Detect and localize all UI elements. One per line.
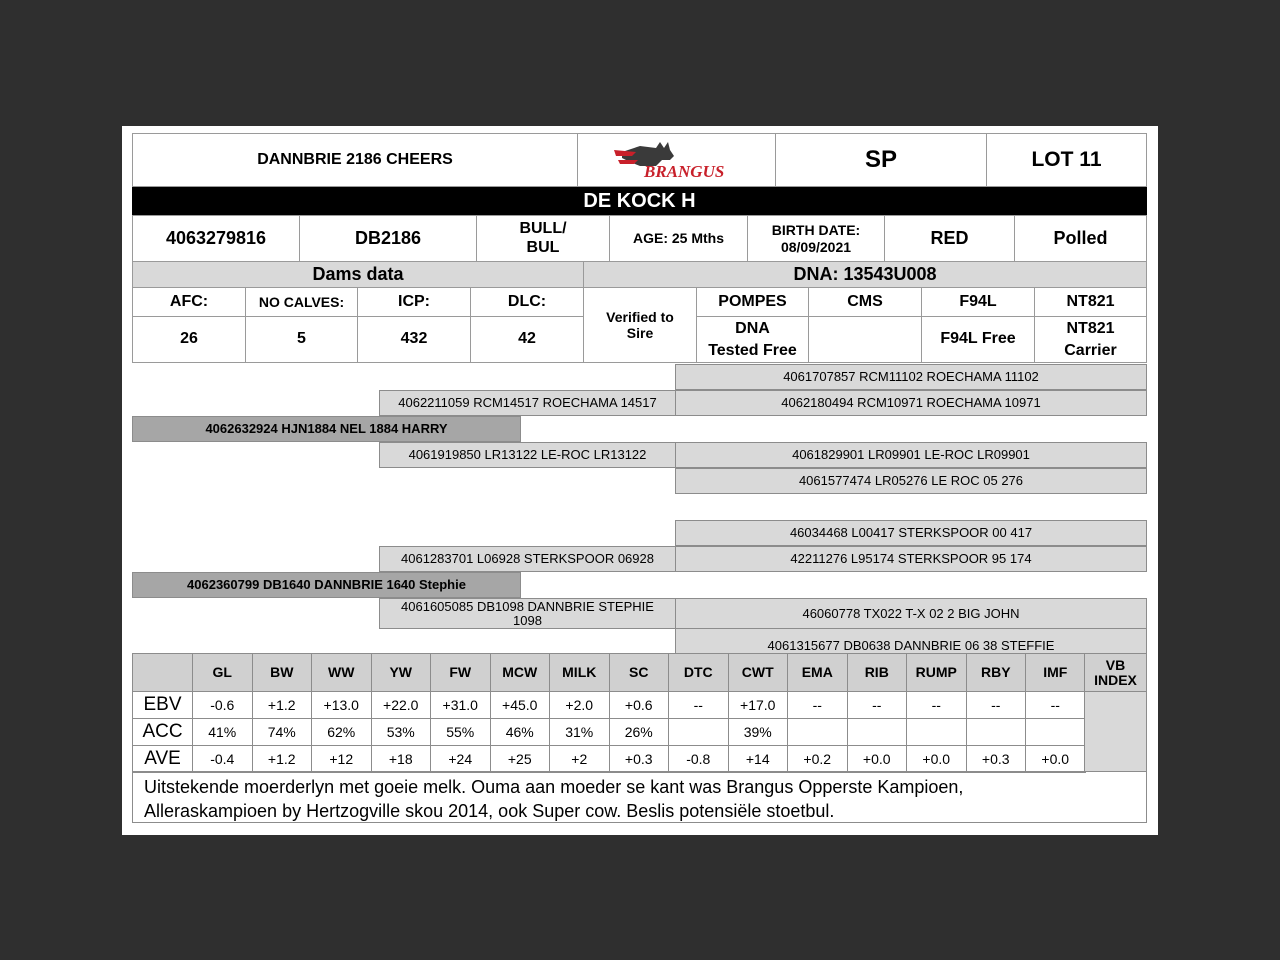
breeder-bar: DE KOCK H <box>132 187 1147 215</box>
ebv-cell-ave-imf: +0.0 <box>1025 745 1086 773</box>
ebv-row-label-acc: ACC <box>132 718 193 746</box>
ebv-cell-acc-bw: 74% <box>252 718 313 746</box>
pompes-label: POMPES <box>696 287 809 317</box>
vb-index-line1: VB <box>1105 656 1126 673</box>
brangus-logo <box>577 133 776 187</box>
pedigree-sire-sire: 4062211059 RCM14517 ROECHAMA 14517 <box>379 390 676 416</box>
ebv-cell-ave-rib: +0.0 <box>847 745 908 773</box>
ebv-cell-ave-bw: +1.2 <box>252 745 313 773</box>
pompes-line1: DNA <box>735 319 770 337</box>
brangus-logo-icon <box>612 138 742 182</box>
pedigree-dam-sire-sire: 46034468 L00417 STERKSPOOR 00 417 <box>675 520 1147 546</box>
ebv-cell-ebv-fw: +31.0 <box>430 691 491 719</box>
pedigree-dam-dam-line2: 1098 <box>513 612 542 628</box>
ebv-header-cwt: CWT <box>728 653 789 692</box>
ebv-cell-acc-sc: 26% <box>609 718 670 746</box>
ebv-cell-ebv-dtc: -- <box>668 691 729 719</box>
comment-box <box>132 771 1147 823</box>
dlc-value: 42 <box>470 316 584 363</box>
birth-date: 08/09/2021 <box>780 238 852 255</box>
pedigree-sire-dam-dam: 4061577474 LR05276 LE ROC 05 276 <box>675 468 1147 494</box>
ebv-cell-ave-rump: +0.0 <box>906 745 967 773</box>
pedigree-dam: 4062360799 DB1640 DANNBRIE 1640 Stephie <box>132 572 521 598</box>
ebv-cell-ave-milk: +2 <box>549 745 610 773</box>
cms-value <box>808 316 922 363</box>
ebv-row-label-ave: AVE <box>132 745 193 773</box>
brand-logo-text: BRANGUS <box>643 162 724 181</box>
ebv-cell-ave-ww: +12 <box>311 745 372 773</box>
ebv-cell-ave-ema: +0.2 <box>787 745 848 773</box>
ebv-cell-acc-gl: 41% <box>192 718 253 746</box>
pedigree-sire-dam: 4061919850 LR13122 LE-ROC LR13122 <box>379 442 676 468</box>
ebv-cell-ebv-ww: +13.0 <box>311 691 372 719</box>
lot-number: LOT 11 <box>986 133 1147 187</box>
ebv-header-dtc: DTC <box>668 653 729 692</box>
ebv-cell-ebv-sc: +0.6 <box>609 691 670 719</box>
ebv-cell-ebv-gl: -0.6 <box>192 691 253 719</box>
ebv-cell-ebv-imf: -- <box>1025 691 1086 719</box>
colour: RED <box>884 215 1015 262</box>
pompes-line2: Tested Free <box>708 341 797 359</box>
ebv-cell-ebv-bw: +1.2 <box>252 691 313 719</box>
ebv-cell-ebv-milk: +2.0 <box>549 691 610 719</box>
sex-line2: BUL <box>526 238 560 256</box>
ebv-header-imf: IMF <box>1025 653 1086 692</box>
ebv-cell-ebv-rib: -- <box>847 691 908 719</box>
ebv-cell-acc-mcw: 46% <box>490 718 551 746</box>
ebv-corner <box>132 653 193 692</box>
ebv-cell-ave-gl: -0.4 <box>192 745 253 773</box>
ebv-cell-acc-ema <box>787 718 848 746</box>
ebv-header-ema: EMA <box>787 653 848 692</box>
ebv-cell-ebv-mcw: +45.0 <box>490 691 551 719</box>
ebv-header-rib: RIB <box>847 653 908 692</box>
ebv-cell-acc-ww: 62% <box>311 718 372 746</box>
ebv-cell-ave-cwt: +14 <box>728 745 789 773</box>
comment-line1: Uitstekende moerderlyn met goeie melk. Ouma aan moeder se kant was Brangus Opperste Kampioen, <box>144 777 964 797</box>
ebv-cell-ave-rby: +0.3 <box>966 745 1027 773</box>
pedigree-sire: 4062632924 HJN1884 NEL 1884 HARRY <box>132 416 521 442</box>
pompes-value <box>696 316 809 363</box>
dams-data-title: Dams data <box>132 261 584 288</box>
ebv-header-rump: RUMP <box>906 653 967 692</box>
ebv-header-yw: YW <box>371 653 432 692</box>
icp-label: ICP: <box>357 287 471 317</box>
class-label: SP <box>775 133 987 187</box>
ebv-cell-acc-rump <box>906 718 967 746</box>
dna-title: DNA: 13543U008 <box>583 261 1147 288</box>
pedigree-sire-sire-sire: 4061707857 RCM11102 ROECHAMA 11102 <box>675 364 1147 390</box>
tattoo: DB2186 <box>299 215 477 262</box>
f94l-label: F94L <box>921 287 1035 317</box>
ebv-cell-acc-rib <box>847 718 908 746</box>
pedigree-dam-dam <box>379 598 676 629</box>
ebv-header-sc: SC <box>609 653 670 692</box>
ebv-cell-ebv-rump: -- <box>906 691 967 719</box>
pedigree-dam-dam-sire: 46060778 TX022 T-X 02 2 BIG JOHN <box>675 598 1147 629</box>
birth-date-label: BIRTH DATE: <box>771 222 861 239</box>
vb-index-value <box>1084 691 1147 772</box>
ebv-cell-acc-fw: 55% <box>430 718 491 746</box>
pedigree-dam-dam-dam: 4061315677 DB0638 DANNBRIE 06 38 STEFFIE <box>675 628 1147 654</box>
icp-value: 432 <box>357 316 471 363</box>
pedigree-sire-sire-dam: 4062180494 RCM10971 ROECHAMA 10971 <box>675 390 1147 416</box>
animal-name: DANNBRIE 2186 CHEERS <box>132 133 578 187</box>
afc-label: AFC: <box>132 287 246 317</box>
dlc-label: DLC: <box>470 287 584 317</box>
no-calves-value: 5 <box>245 316 358 363</box>
sex-cell <box>476 215 610 262</box>
ebv-cell-acc-rby <box>966 718 1027 746</box>
ebv-cell-acc-milk: 31% <box>549 718 610 746</box>
ebv-cell-acc-dtc <box>668 718 729 746</box>
verified-line2: Sire <box>626 325 654 341</box>
ebv-cell-ave-yw: +18 <box>371 745 432 773</box>
nt821-value <box>1034 316 1147 363</box>
ebv-header-fw: FW <box>430 653 491 692</box>
ebv-cell-ebv-cwt: +17.0 <box>728 691 789 719</box>
nt821-line2: Carrier <box>1064 341 1117 359</box>
cms-label: CMS <box>808 287 922 317</box>
birth-date-cell <box>747 215 885 262</box>
ebv-header-ww: WW <box>311 653 372 692</box>
horn-status: Polled <box>1014 215 1147 262</box>
ebv-cell-ave-fw: +24 <box>430 745 491 773</box>
pedigree-dam-sire: 4061283701 L06928 STERKSPOOR 06928 <box>379 546 676 572</box>
ebv-header-milk: MILK <box>549 653 610 692</box>
no-calves-label: NO CALVES: <box>245 287 358 317</box>
animal-id: 4063279816 <box>132 215 300 262</box>
nt821-line1: NT821 <box>1066 319 1115 337</box>
ebv-cell-ave-sc: +0.3 <box>609 745 670 773</box>
ebv-cell-ebv-rby: -- <box>966 691 1027 719</box>
ebv-cell-ebv-ema: -- <box>787 691 848 719</box>
vb-index-header <box>1084 653 1147 692</box>
afc-value: 26 <box>132 316 246 363</box>
verified-line1: Verified to <box>606 308 674 325</box>
sale-lot-card <box>122 126 1158 835</box>
ebv-header-gl: GL <box>192 653 253 692</box>
ebv-cell-ave-mcw: +25 <box>490 745 551 773</box>
vb-index-line2: INDEX <box>1094 671 1137 688</box>
ebv-cell-acc-cwt: 39% <box>728 718 789 746</box>
pedigree-dam-sire-dam: 42211276 L95174 STERKSPOOR 95 174 <box>675 546 1147 572</box>
ebv-header-mcw: MCW <box>490 653 551 692</box>
sex-line1: BULL/ <box>519 220 567 238</box>
ebv-cell-acc-imf <box>1025 718 1086 746</box>
ebv-header-rby: RBY <box>966 653 1027 692</box>
ebv-cell-ebv-yw: +22.0 <box>371 691 432 719</box>
age: AGE: 25 Mths <box>609 215 748 262</box>
pedigree-sire-dam-sire: 4061829901 LR09901 LE-ROC LR09901 <box>675 442 1147 468</box>
pedigree-dam-dam-line1: 4061605085 DB1098 DANNBRIE STEPHIE <box>401 598 654 614</box>
ebv-row-label-ebv: EBV <box>132 691 193 719</box>
verified-to-sire <box>583 287 697 363</box>
comment-line2: Alleraskampioen by Hertzogville skou 2014, ook Super cow. Beslis potensiële stoetbul. <box>144 801 835 821</box>
ebv-cell-acc-yw: 53% <box>371 718 432 746</box>
nt821-label: NT821 <box>1034 287 1147 317</box>
f94l-value: F94L Free <box>921 316 1035 363</box>
ebv-header-bw: BW <box>252 653 313 692</box>
ebv-cell-ave-dtc: -0.8 <box>668 745 729 773</box>
